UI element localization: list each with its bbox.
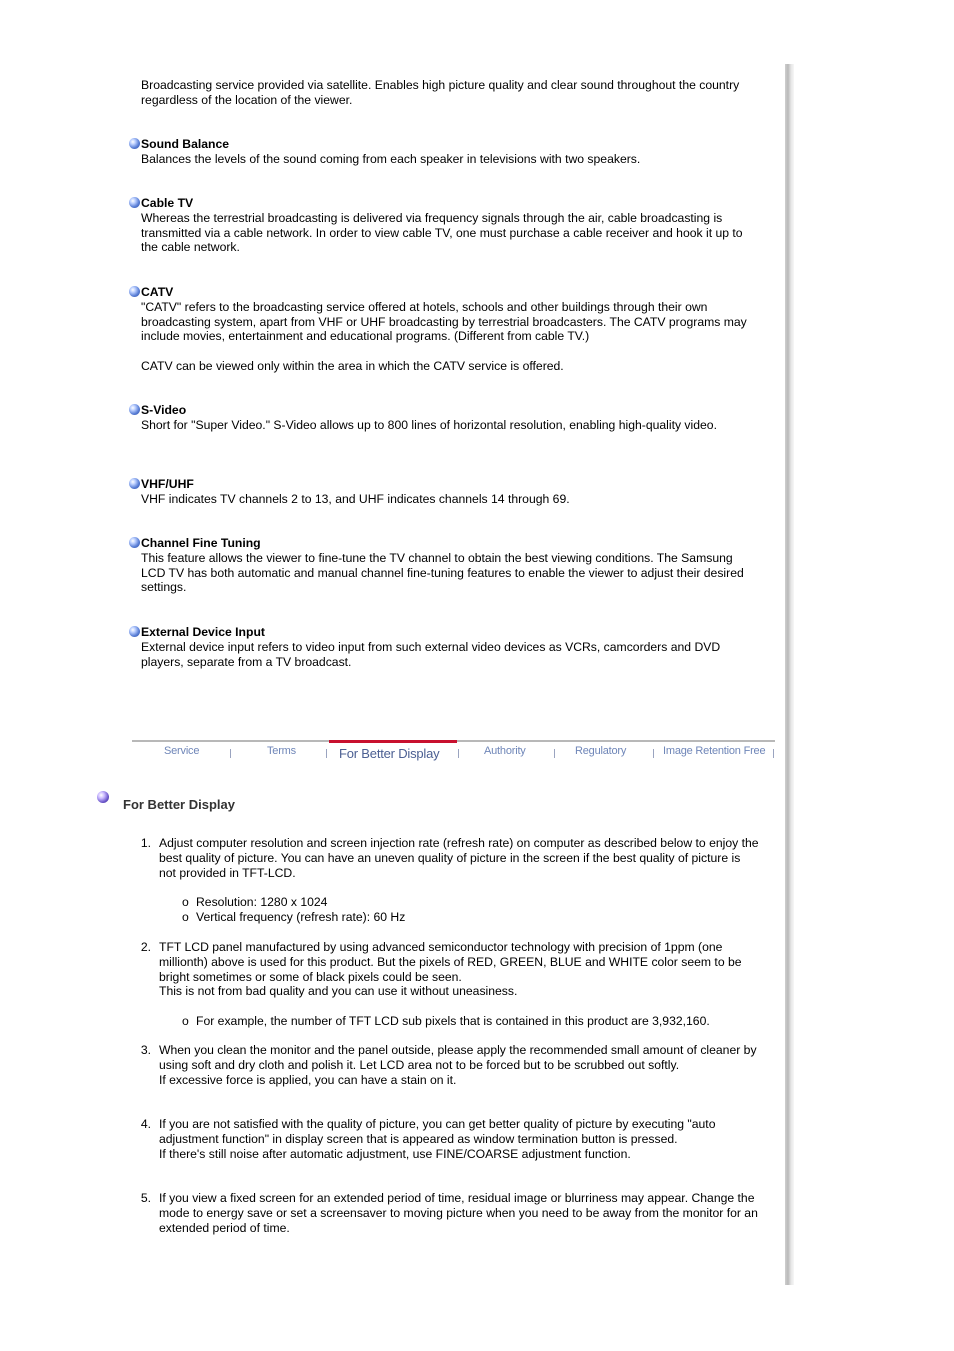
sub-list-item <box>182 910 405 925</box>
nav-authority[interactable]: Authority <box>484 745 526 757</box>
bullet-icon <box>129 478 140 489</box>
term-title: External Device Input <box>141 625 265 639</box>
sub-text: For example, the number of TFT LCD sub pixels that is contained in this product are 3,932,160. <box>196 1014 710 1028</box>
list-text-main: When you clean the monitor and the panel outside, please apply the recommended small amount of cleaner by using soft and dry cloth and polish it. Let LCD area not to be forced but to be scrubbed out softly. <box>159 1043 757 1072</box>
list-text-main: If you are not satisfied with the quality of picture, you can get better quality of picture by executing "auto adjustment function" in display screen that is appeared as window termination button is pressed. <box>159 1117 716 1146</box>
term-catv <box>141 285 756 374</box>
nav-separator <box>230 749 231 758</box>
bullet-icon <box>129 197 140 208</box>
nav-image-retention-free[interactable]: Image Retention Free <box>663 745 766 757</box>
list-text: Adjust computer resolution and screen injection rate (refresh rate) on computer as described below to enjoy the best quality of picture. You can have an uneven quality of picture in the screen if the best quality of picture is not provided in TFT-LCD. <box>159 836 759 880</box>
term-vhf-uhf <box>141 477 756 507</box>
list-number: 1. <box>140 836 151 850</box>
list-number: 3. <box>140 1043 151 1057</box>
list-number: 5. <box>140 1191 151 1205</box>
sub-text: Resolution: 1280 x 1024 <box>196 895 328 909</box>
nav-for-better-display[interactable]: For Better Display <box>339 746 440 761</box>
term-title: CATV <box>141 285 174 299</box>
term-title: S-Video <box>141 403 187 417</box>
list-text-extra: If there's still noise after automatic adjustment, use FINE/COARSE adjustment function. <box>159 1146 631 1161</box>
right-border <box>785 64 794 1285</box>
term-s-video <box>141 403 756 433</box>
term-cable-tv <box>141 196 756 255</box>
term-description: "CATV" refers to the broadcasting service offered at hotels, schools and other buildings through their own broadcasting system, apart from VHF or UHF broadcasting by terrestrial broadcasters. The CATV programs may include movies, entertainment and educational programs. (Different from cable TV.) <box>141 299 747 344</box>
term-satellite <box>141 78 756 108</box>
bullet-icon <box>129 286 140 297</box>
bullet-icon <box>129 626 140 637</box>
nav-separator <box>326 749 327 758</box>
bullet-icon <box>129 138 140 149</box>
list-text <box>159 940 759 999</box>
nav-separator <box>554 749 555 758</box>
sub-bullet: o <box>182 895 189 909</box>
nav-service[interactable]: Service <box>164 745 200 757</box>
bullet-icon <box>129 537 140 548</box>
list-text <box>159 1117 759 1161</box>
nav-separator <box>653 749 654 758</box>
nav-separator <box>773 749 774 758</box>
term-description: Short for "Super Video." S-Video allows up to 800 lines of horizontal resolution, enabling high-quality video. <box>141 417 717 432</box>
term-description: Balances the levels of the sound coming from each speaker in televisions with two speakers. <box>141 151 641 166</box>
bullet-icon <box>129 404 140 415</box>
list-text: If you view a fixed screen for an extended period of time, residual image or blurriness may appear. Change the mode to energy save or set a screensaver to moving picture when you need to be away from the monitor for an extended period of time. <box>159 1191 758 1235</box>
section-bullet-icon <box>97 791 109 803</box>
term-title: VHF/UHF <box>141 477 194 491</box>
term-description: External device input refers to video input from such external video devices as VCRs, camcorders and DVD players, separate from a TV broadcast. <box>141 639 721 669</box>
term-description: This feature allows the viewer to fine-tune the TV channel to obtain the best viewing conditions. The Samsung LCD TV has both automatic and manual channel fine-tuning features to enable the viewer to adjust their desired settings. <box>141 550 744 595</box>
sub-text: Vertical frequency (refresh rate): 60 Hz <box>196 910 406 924</box>
sub-bullet: o <box>182 1014 189 1028</box>
section-title: For Better Display <box>123 797 235 812</box>
term-external-device-input <box>141 625 756 669</box>
nav-regulatory[interactable]: Regulatory <box>575 745 627 757</box>
nav-active-indicator <box>329 740 457 743</box>
list-text-extra: This is not from bad quality and you can use it without uneasiness. <box>159 984 518 999</box>
list-text <box>159 1043 759 1087</box>
list-number: 4. <box>140 1117 151 1131</box>
term-description: Whereas the terrestrial broadcasting is delivered via frequency signals through the air, cable broadcasting is transmitted via a cable network. In order to view cable TV, one must purchase a cable receiver and hook it up to the cable network. <box>141 210 743 255</box>
list-text-main: TFT LCD panel manufactured by using advanced semiconductor technology with precision of 1ppm (one millionth) above is used for this product. But the pixels of RED, GREEN, BLUE and WHITE color seem to be bright sometimes or some of black pixels could be seen. <box>159 940 742 984</box>
term-description-extra: CATV can be viewed only within the area in which the CATV service is offered. <box>141 359 564 374</box>
term-title: Channel Fine Tuning <box>141 536 261 550</box>
nav-terms[interactable]: Terms <box>267 745 296 757</box>
term-sound-balance <box>141 137 756 167</box>
sub-list-item <box>182 1014 710 1029</box>
term-channel-fine-tuning <box>141 536 756 595</box>
term-description: Broadcasting service provided via satellite. Enables high picture quality and clear sound throughout the country regardless of the location of the viewer. <box>141 78 740 107</box>
term-title: Sound Balance <box>141 137 230 151</box>
term-description: VHF indicates TV channels 2 to 13, and UHF indicates channels 14 through 69. <box>141 491 570 506</box>
sub-bullet: o <box>182 910 189 924</box>
list-number: 2. <box>140 940 151 954</box>
term-title: Cable TV <box>141 196 194 210</box>
nav-separator <box>458 749 459 758</box>
list-text-extra: If excessive force is applied, you can have a stain on it. <box>159 1072 457 1087</box>
sub-list-item <box>182 895 327 910</box>
